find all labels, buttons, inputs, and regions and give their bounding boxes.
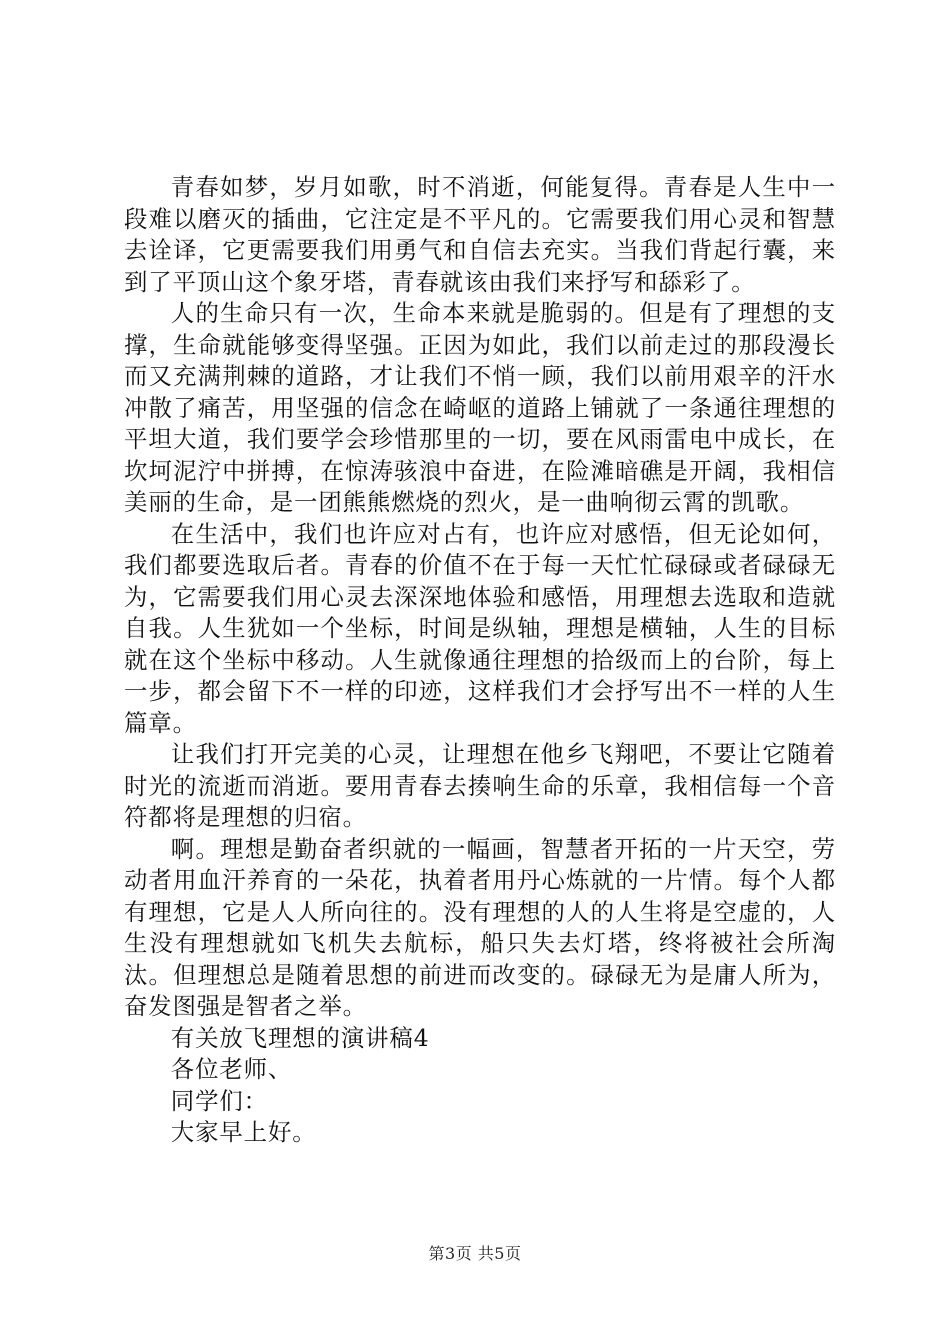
greeting-teachers: 各位老师、: [170, 1055, 293, 1083]
page-number-footer: 第3页 共5页: [428, 1244, 522, 1263]
paragraph-choice: 在生活中，我们也许应对占有，也许应对感悟，但无论如何，我们都要选取后者。青春的价值不在于每一天忙忙碌碌或者碌碌无为，它需要我们用心灵去深深地体验和感悟，用理想去选取和造就自我。人生犹如一个坐标，时间是纵轴，理想是横轴，人生的目标就在这个坐标中移动。人生就像通往理想的拾级而上的台阶，每上一步，都会留下不一样的印迹，这样我们才会抒写出不一样的人生篇章。: [124, 519, 836, 737]
paragraph-open-heart: 让我们打开完美的心灵，让理想在他乡飞翔吧，不要让它随着时光的流逝而消逝。要用青春去揍响生命的乐章，我相信每一个音符都将是理想的归宿。: [124, 740, 836, 831]
speech-title: 有关放飞理想的演讲稿4: [170, 1023, 430, 1052]
paragraph-ideal: 啊。理想是勤奋者织就的一幅画，智慧者开拓的一片天空，劳动者用血汗养育的一朵花，执着者用丹心炼就的一片情。每个人都有理想，它是人人所向往的。没有理想的人的人生将是空虚的，人生没有理想就如飞机失去航标，船只失去灯塔，终将被社会所淘汰。但理想总是随着思想的前进而改变的。碌碌无为是庸人所为，奋发图强是智者之举。: [124, 834, 836, 1020]
greeting-students: 同学们：: [170, 1086, 268, 1115]
paragraph-youth: 青春如梦，岁月如歌，时不消逝，何能复得。青春是人生中一段难以磨灭的插曲，它注定是不平凡的。它需要我们用心灵和智慧去诠译，它更需要我们用勇气和自信去充实。当我们背起行囊，来到了平顶山这个象牙塔，青春就该由我们来抒写和舔彩了。: [124, 173, 836, 296]
document-body: [124, 172, 836, 1149]
greeting-morning: 大家早上好。: [170, 1118, 317, 1146]
paragraph-life: 人的生命只有一次，生命本来就是脆弱的。但是有了理想的支撑，生命就能够变得坚强。正因为如此，我们以前走过的那段漫长而又充满荆棘的道路，才让我们不悄一顾，我们以前用艰辛的汗水冲散了痛苦，用坚强的信念在崎岖的道路上铺就了一条通往理想的平坦大道，我们要学会珍惜那里的一切，要在风雨雷电中成长，在坎坷泥泞中拼搏，在惊涛骇浪中奋进，在险滩暗礁是开阔，我相信美丽的生命，是一团熊熊燃烧的烈火，是一曲响彻云霄的凯歌。: [124, 299, 836, 516]
